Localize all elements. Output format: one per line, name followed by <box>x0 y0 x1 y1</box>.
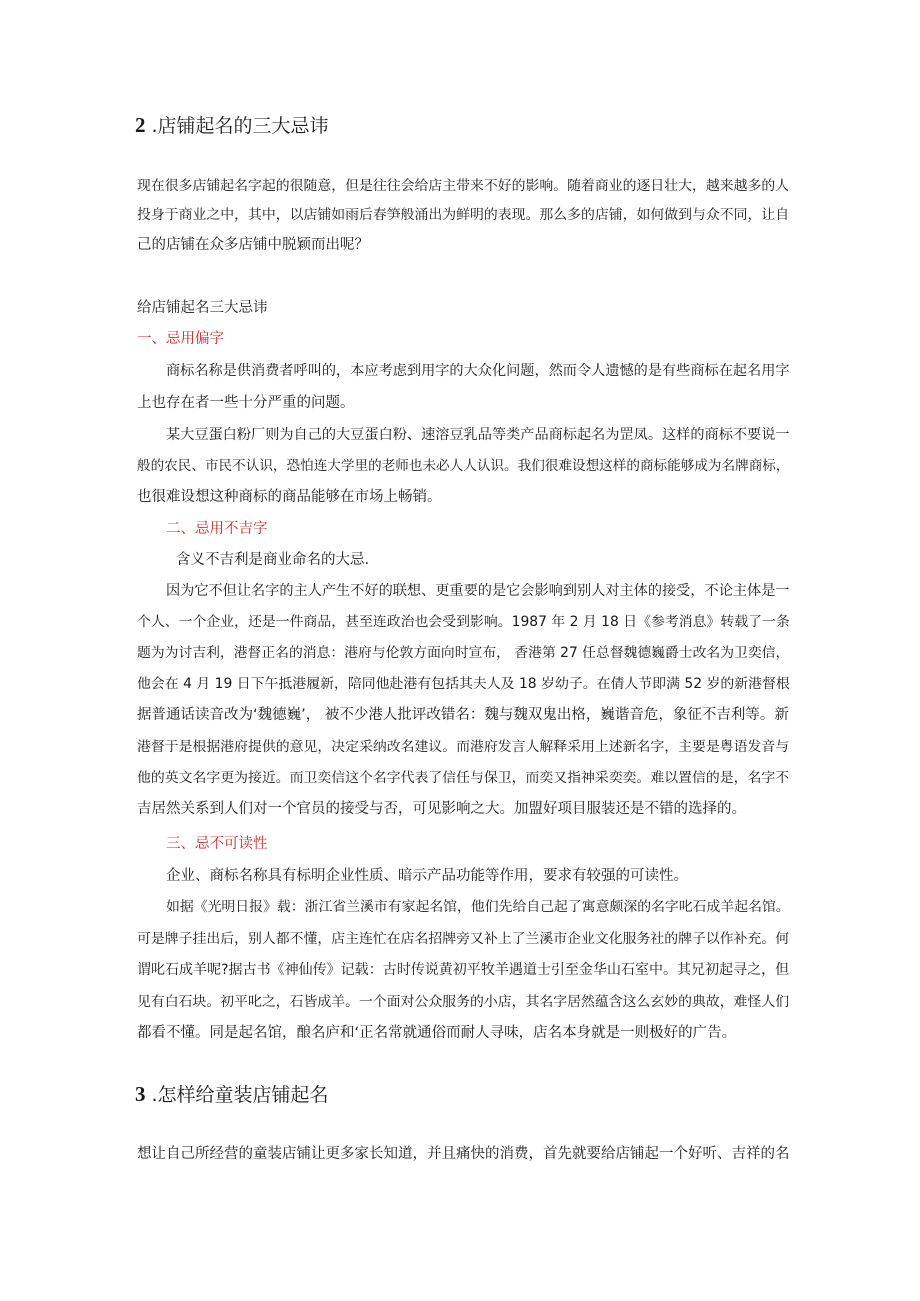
item-2-paragraph-line: 吉居然关系到人们对一个官员的接受与否，可见影响之大。加盟好项目服装还是不错的选择的。 <box>137 801 746 817</box>
section-2-intro-line: 己的店铺在众多店铺中脱颖而出呢？ <box>137 237 369 253</box>
section-2-title: .店铺起名的三大忌讳 <box>151 115 329 137</box>
section-2-number: 2 <box>135 113 146 137</box>
item-2-paragraph-line: 他的英文名字更为接近。而卫奕信这个名字代表了信任与保卫，而奕又指神采奕奕。难以置信的是，名字不 <box>137 770 790 786</box>
item-1-paragraph-line: 上也存在者一些十分严重的问题。 <box>137 395 355 411</box>
section-3-intro-line: 想让自己所经营的童装店铺让更多家长知道，并且痛快的消费，首先就要给店铺起一个好听、吉祥的名 <box>137 1146 790 1162</box>
item-1-paragraph-line: 也很难设想这种商标的商品能够在市场上畅销。 <box>137 489 442 505</box>
item-2-paragraph-line: 题为为讨吉利，港督正名的消息：港府与伦敦方面向时宣布， 香港第 27 任总督魏德巍爵士改名为卫奕信， <box>137 645 790 661</box>
section-2-heading <box>135 112 329 139</box>
item-1-paragraph-line: 商标名称是供消费者呼叫的，本应考虑到用字的大众化问题，然而令人遗憾的是有些商标在起名用字 <box>166 363 790 379</box>
item-2-paragraph-line: 他会在 4 月 19 日下午抵港履新，陪同他赴港有包括其夫人及 18 岁幼子。在倩人节即满 52 岁的新港督根 <box>137 676 790 692</box>
item-1-paragraph-line: 般的农民、市民不认识，恐怕连大学里的老师也未必人人认识。我们很难设想这样的商标能够成为名牌商标， <box>137 458 790 474</box>
item-3-paragraph-line: 企业、商标名称具有标明企业性质、暗示产品功能等作用，要求有较强的可读性。 <box>166 868 688 884</box>
section-3-number: 3 <box>135 1082 146 1106</box>
item-3-title: 三、忌不可读性 <box>166 836 268 852</box>
item-3-paragraph-line: 都看不懂。同是起名馆，酿名庐和‘正名常就通俗而耐人寻味，店名本身就是一则极好的广告。 <box>137 1025 737 1041</box>
item-2-paragraph-line: 个人、一个企业，还是一件商品，甚至连政治也会受到影响。1987 年 2 月 18 日《参考消息》转载了一条 <box>137 614 790 630</box>
item-2-paragraph-line: 含义不吉利是商业命名的大忌. <box>176 552 370 568</box>
taboo-subheading: 给店铺起名三大忌讳 <box>137 300 268 316</box>
item-1-title: 一、忌用偏字 <box>137 331 224 347</box>
item-1-paragraph-line: 某大豆蛋白粉厂则为自己的大豆蛋白粉、速溶豆乳品等类产品商标起名为罡凤。这样的商标不要说一 <box>166 427 790 443</box>
item-2-paragraph-line: 因为它不但让名字的主人产生不好的联想、更重要的是它会影响到别人对主体的接受，不论主体是一 <box>166 583 790 599</box>
item-2-title: 二、忌用不吉字 <box>166 521 268 537</box>
section-3-title: .怎样给童装店铺起名 <box>151 1084 329 1106</box>
section-2-intro-line: 现在很多店铺起名字起的很随意，但是往往会给店主带来不好的影响。随着商业的逐日壮大，越来越多的人 <box>137 178 790 194</box>
item-3-paragraph-line: 如据《光明日报》载：浙江省兰溪市有家起名馆，他们先给自己起了寓意颇深的名字叱石成羊起名馆。 <box>166 899 790 915</box>
section-3-heading <box>135 1081 329 1108</box>
item-2-paragraph-line: 据普通话读音改为‘魏德巍’， 被不少港人批评改错名：魏与魏双鬼出格，巍谐音危，象征不吉利等。新 <box>137 707 789 723</box>
section-2-intro-line: 投身于商业之中，其中，以店铺如雨后春笋般涌出为鲜明的表现。那么多的店铺，如何做到与众不同，让自 <box>137 207 790 223</box>
item-3-paragraph-line: 可是牌子挂出后，别人都不懂，店主连忙在店名招牌旁又补上了兰溪市企业文化服务社的牌子以作补充。何 <box>137 931 790 947</box>
item-2-paragraph-line: 港督于是根据港府提供的意见，决定采纳改名建议。而港府发言人解释采用上述新名字，主要是粤语发音与 <box>137 739 790 755</box>
item-3-paragraph-line: 谓叱石成羊呢?据古书《神仙传》记载：古时传说黄初平牧羊遇道士引至金华山石室中。其兄初起寻之，但 <box>137 962 790 978</box>
item-3-paragraph-line: 见有白石块。初平叱之，石皆成羊。一个面对公众服务的小店，其名字居然蕴含这么玄妙的典故，难怪人们 <box>137 994 790 1010</box>
